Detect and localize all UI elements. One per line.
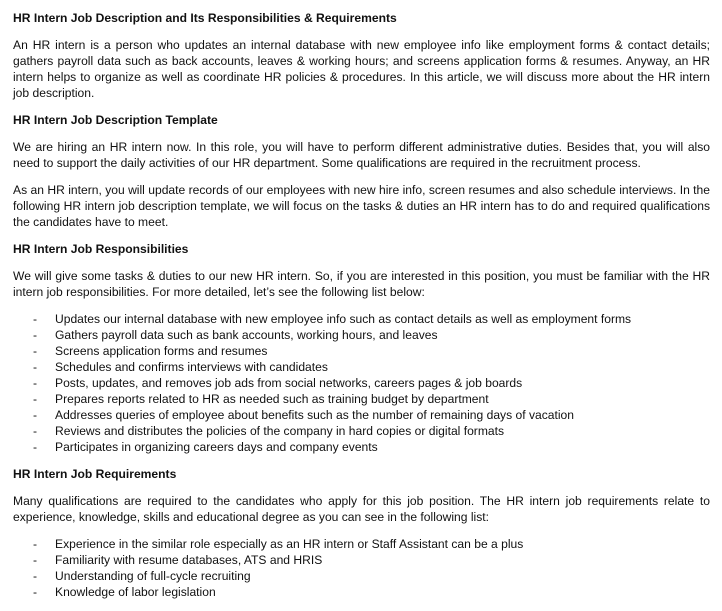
list-item — [13, 439, 710, 455]
list-item-text: Posts, updates, and removes job ads from social networks, careers pages & job boards — [55, 376, 523, 390]
list-item — [13, 568, 710, 584]
list-item — [13, 343, 710, 359]
template-paragraph-2: As an HR intern, you will update records of our employees with new hire info, screen resumes and also schedule interviews. In the following HR intern job description template, we will focus on the tasks & duties an HR intern has to do and required qualifications the candidates have to meet. — [13, 183, 710, 229]
list-item — [13, 359, 710, 375]
list-item-text: Updates our internal database with new employee info such as contact details as well as employment forms — [55, 312, 632, 326]
list-item — [13, 423, 710, 439]
bullet-dash: - — [33, 424, 38, 438]
list-item-text: Participates in organizing careers days and company events — [55, 440, 378, 454]
list-item — [13, 407, 710, 423]
bullet-dash: - — [33, 537, 38, 551]
bullet-dash: - — [33, 553, 38, 567]
bullet-dash: - — [33, 569, 38, 583]
bullet-dash: - — [33, 344, 38, 358]
list-item-text: Understanding of full-cycle recruiting — [55, 569, 251, 583]
bullet-dash: - — [33, 440, 38, 454]
template-paragraph-1: We are hiring an HR intern now. In this role, you will have to perform different administrative duties. Besides that, you will also need to support the daily activities of our HR department. Some qualifications are required in the recruitment process. — [13, 140, 710, 170]
list-item-text: Schedules and confirms interviews with candidates — [55, 360, 328, 374]
bullet-dash: - — [33, 585, 38, 599]
list-item-text: Knowledge of labor legislation — [55, 585, 216, 599]
list-item-text: Prepares reports related to HR as needed such as training budget by department — [55, 392, 489, 406]
bullet-dash: - — [33, 312, 38, 326]
template-heading: HR Intern Job Description Template — [13, 113, 218, 127]
list-item — [13, 584, 710, 600]
responsibilities-heading: HR Intern Job Responsibilities — [13, 242, 189, 256]
list-item — [13, 327, 710, 343]
intro-paragraph: An HR intern is a person who updates an internal database with new employee info like employment forms & contact details; gathers payroll data such as back accounts, leaves & working hours; and screens application forms & resumes. Anyway, an HR intern helps to organize as well as coordinate HR policies & procedures. In this article, we will discuss more about the HR intern job description. — [13, 38, 710, 100]
list-item — [13, 391, 710, 407]
list-item — [13, 375, 710, 391]
list-item-text: Addresses queries of employee about benefits such as the number of remaining days of vacation — [55, 408, 574, 422]
document-body — [13, 10, 710, 611]
list-item-text: Familiarity with resume databases, ATS and HRIS — [55, 553, 323, 567]
list-item — [13, 536, 710, 552]
document-title: HR Intern Job Description and Its Responsibilities & Requirements — [13, 11, 397, 25]
list-item — [13, 311, 710, 327]
bullet-dash: - — [33, 392, 38, 406]
list-item-text: Screens application forms and resumes — [55, 344, 268, 358]
list-item-text: Experience in the similar role especially as an HR intern or Staff Assistant can be a plus — [55, 537, 524, 551]
bullet-dash: - — [33, 328, 38, 342]
list-item-text: Reviews and distributes the policies of the company in hard copies or digital formats — [55, 424, 505, 438]
bullet-dash: - — [33, 408, 38, 422]
requirements-list — [13, 536, 710, 600]
responsibilities-list — [13, 311, 710, 455]
bullet-dash: - — [33, 376, 38, 390]
requirements-paragraph: Many qualifications are required to the candidates who apply for this job position. The HR intern job requirements relate to experience, knowledge, skills and educational degree as you can see in the following list: — [13, 494, 710, 524]
bullet-dash: - — [33, 360, 38, 374]
list-item — [13, 552, 710, 568]
responsibilities-paragraph: We will give some tasks & duties to our new HR intern. So, if you are interested in this position, you must be familiar with the HR intern job responsibilities. For more detailed, let’s see the following list below: — [13, 269, 710, 299]
requirements-heading: HR Intern Job Requirements — [13, 467, 177, 481]
list-item-text: Gathers payroll data such as bank accounts, working hours, and leaves — [55, 328, 438, 342]
